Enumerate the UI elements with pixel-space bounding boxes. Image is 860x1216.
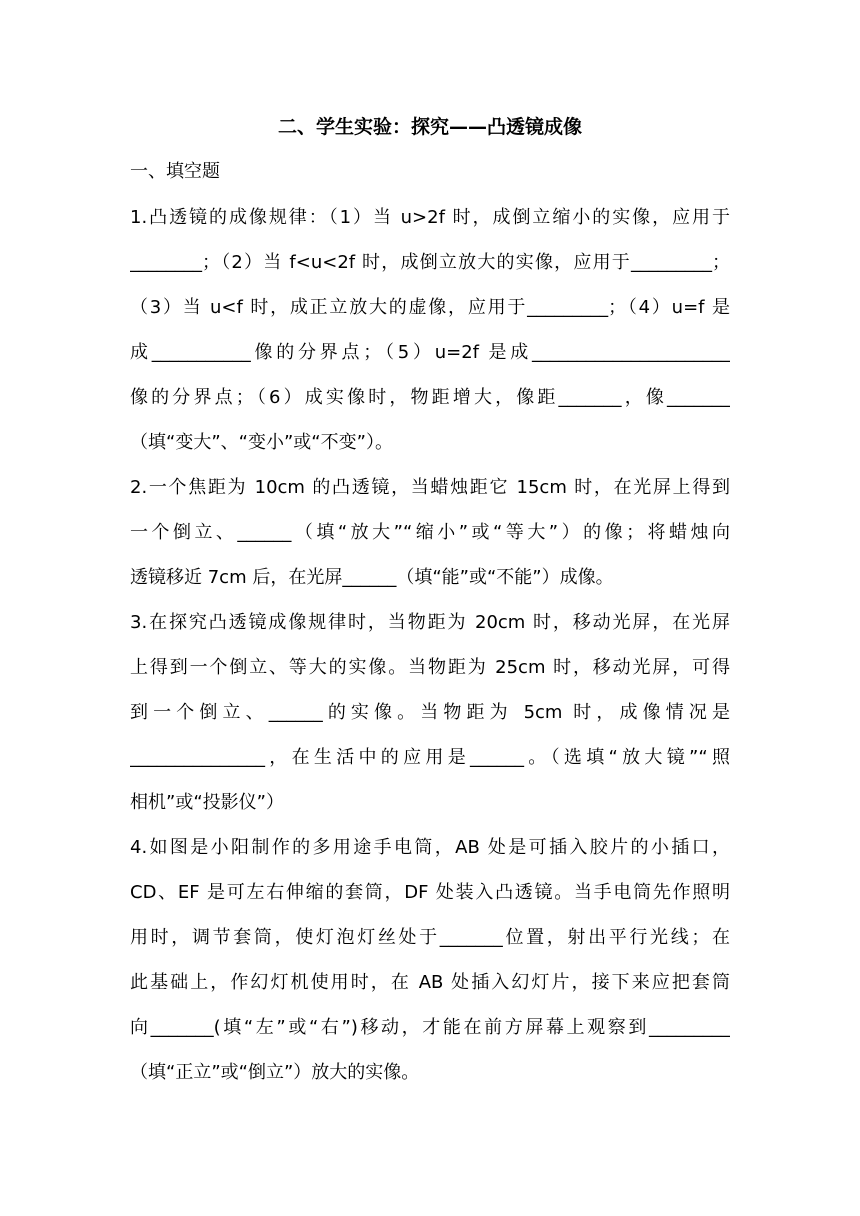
question-3-line-1: 3.在探究凸透镜成像规律时，当物距为 20cm 时，移动光屏，在光屏 bbox=[130, 612, 730, 633]
section-heading: 一、填空题 bbox=[130, 161, 220, 182]
question-3-line-3: 到一个倒立、______的实像。当物距为 5cm 时，成像情况是 bbox=[130, 702, 730, 723]
question-2-line-3: 透镜移近 7cm 后，在光屏______（填“能”或“不能”）成像。 bbox=[130, 567, 614, 588]
question-4-line-4: 此基础上，作幻灯机使用时，在 AB 处插入幻灯片，接下来应把套筒 bbox=[130, 972, 730, 993]
question-3-line-4: _______________，在生活中的应用是______。（选填“放大镜”“照 bbox=[130, 747, 730, 768]
question-1-line-2: ________；（2）当 f<u<2f 时，成倒立放大的实像，应用于_________； bbox=[130, 252, 730, 273]
question-1-line-4: 成___________像的分界点；（5）u=2f 是成______________________ bbox=[130, 342, 730, 363]
question-1-line-5: 像的分界点；（6）成实像时，物距增大，像距_______，像_______ bbox=[130, 387, 730, 408]
question-1-line-3: （3）当 u<f 时，成正立放大的虚像，应用于_________；（4）u=f 是 bbox=[130, 297, 730, 318]
question-4-line-5: 向_______(填“左”或“右”)移动，才能在前方屏幕上观察到_________ bbox=[130, 1017, 730, 1038]
question-4-line-3: 用时，调节套筒，使灯泡灯丝处于_______位置，射出平行光线；在 bbox=[130, 927, 730, 948]
question-4-line-1: 4.如图是小阳制作的多用途手电筒，AB 处是可插入胶片的小插口， bbox=[130, 837, 730, 858]
document-title: 二、学生实验：探究——凸透镜成像 bbox=[277, 116, 582, 138]
question-4-line-2: CD、EF 是可左右伸缩的套筒，DF 处装入凸透镜。当手电筒先作照明 bbox=[130, 882, 730, 903]
question-2-line-2: 一个倒立、______（填“放大”“缩小”或“等大”）的像；将蜡烛向 bbox=[130, 522, 730, 543]
question-1-line-1: 1.凸透镜的成像规律：（1）当 u>2f 时，成倒立缩小的实像，应用于 bbox=[130, 207, 730, 228]
question-3-line-2: 上得到一个倒立、等大的实像。当物距为 25cm 时，移动光屏，可得 bbox=[130, 657, 730, 678]
question-1-line-6: （填“变大”、“变小”或“不变”）。 bbox=[130, 432, 393, 453]
question-2-line-1: 2.一个焦距为 10cm 的凸透镜，当蜡烛距它 15cm 时，在光屏上得到 bbox=[130, 477, 730, 498]
question-4-line-6: （填“正立”或“倒立”）放大的实像。 bbox=[130, 1062, 420, 1083]
question-3-line-5: 相机”或“投影仪”） bbox=[130, 792, 284, 813]
